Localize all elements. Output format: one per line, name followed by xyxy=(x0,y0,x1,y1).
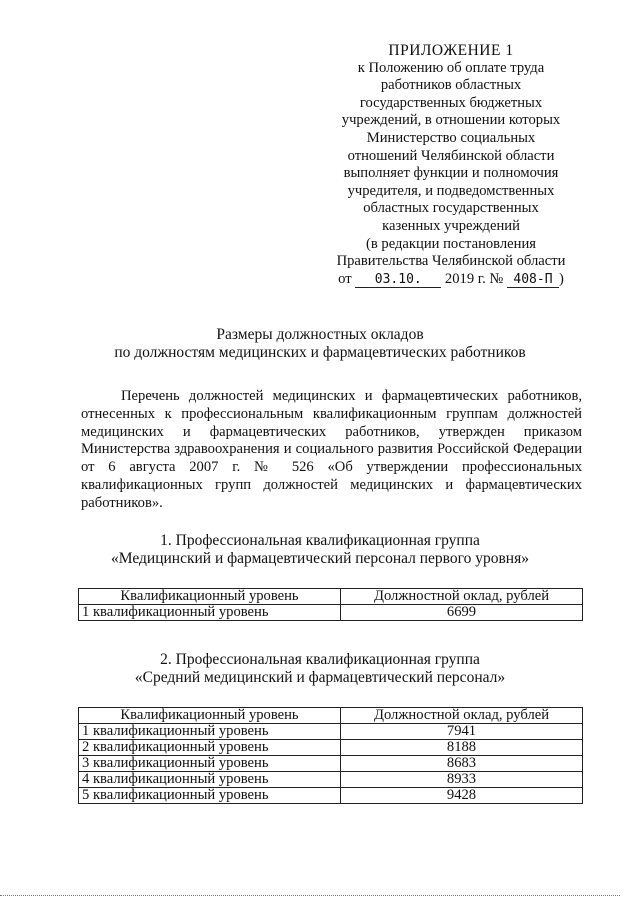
table-row xyxy=(79,740,583,756)
table-row xyxy=(79,724,583,740)
column-header-level: Квалификационный уровень xyxy=(79,589,341,605)
intro-paragraph: Перечень должностей медицинских и фармацевтических работников, отнесенных к профессиональным квалификационным группам должностей медицинских и фармацевтических работников, утвержден приказом Министерства здравоохранения и социального развития Российской Федерации от 6 августа 2007 г. № 526 «Об утверждении профессиональных квалификационных групп должностей медицинских и фармацевтических работников». xyxy=(81,388,582,511)
table-row xyxy=(79,772,583,788)
table-row xyxy=(79,605,583,621)
year-text: 2019 г. № xyxy=(444,270,504,287)
appendix-title: ПРИЛОЖЕНИЕ 1 xyxy=(388,42,514,59)
appendix-line: работников областных xyxy=(380,77,522,94)
page-bottom-divider xyxy=(0,895,620,896)
salary-cell: 8188 xyxy=(341,740,583,756)
appendix-line: (в редакции постановления xyxy=(366,235,536,252)
appendix-line: Правительства Челябинской области xyxy=(336,253,566,270)
level-cell: 5 квалификационный уровень xyxy=(79,788,341,804)
salary-cell: 7941 xyxy=(341,724,583,740)
table-row xyxy=(79,788,583,804)
level-cell: 3 квалификационный уровень xyxy=(79,756,341,772)
appendix-line: Министерство социальных xyxy=(366,129,536,146)
appendix-line: выполняет функции и полномочия xyxy=(343,165,559,182)
group1-heading xyxy=(60,532,580,568)
appendix-line: учреждений, в отношении которых xyxy=(341,112,561,129)
column-header-salary: Должностной оклад, рублей xyxy=(341,589,583,605)
date-value: 03.10. xyxy=(355,272,441,288)
level-cell: 4 квалификационный уровень xyxy=(79,772,341,788)
decree-number: 408-П xyxy=(507,272,559,288)
table-header-row xyxy=(79,589,583,605)
appendix-line: отношений Челябинской области xyxy=(347,147,555,164)
level-cell: 2 квалификационный уровень xyxy=(79,740,341,756)
appendix-line: областных государственных xyxy=(363,200,539,217)
table-row xyxy=(79,756,583,772)
column-header-level: Квалификационный уровень xyxy=(79,708,341,724)
group1-subtitle: «Медицинский и фармацевтический персонал первого уровня» xyxy=(111,550,529,567)
close-paren: ) xyxy=(558,270,564,287)
appendix-line: учредителя, и подведомственных xyxy=(347,182,555,199)
salary-cell: 8933 xyxy=(341,772,583,788)
group2-heading xyxy=(60,651,580,687)
salary-cell: 9428 xyxy=(341,788,583,804)
page-title-line2: по должностям медицинских и фармацевтических работников xyxy=(114,344,526,361)
page-title-line1: Размеры должностных окладов xyxy=(216,326,424,343)
level-cell: 1 квалификационный уровень xyxy=(79,605,341,621)
appendix-header xyxy=(320,42,582,288)
group1-table xyxy=(78,588,583,621)
column-header-salary: Должностной оклад, рублей xyxy=(341,708,583,724)
salary-cell: 8683 xyxy=(341,756,583,772)
salary-cell: 6699 xyxy=(341,605,583,621)
appendix-date-line xyxy=(320,271,582,289)
group1-title: 1. Профессиональная квалификационная группа xyxy=(160,532,480,549)
appendix-line: к Положению об оплате труда xyxy=(357,59,545,76)
date-prefix: от xyxy=(338,270,352,287)
appendix-line: государственных бюджетных xyxy=(359,94,543,111)
group2-table xyxy=(78,707,583,804)
group2-title: 2. Профессиональная квалификационная группа xyxy=(160,651,480,668)
level-cell: 1 квалификационный уровень xyxy=(79,724,341,740)
page-title xyxy=(60,326,580,362)
group2-subtitle: «Средний медицинский и фармацевтический персонал» xyxy=(134,669,506,686)
table-header-row xyxy=(79,708,583,724)
appendix-line: казенных учреждений xyxy=(382,217,520,234)
